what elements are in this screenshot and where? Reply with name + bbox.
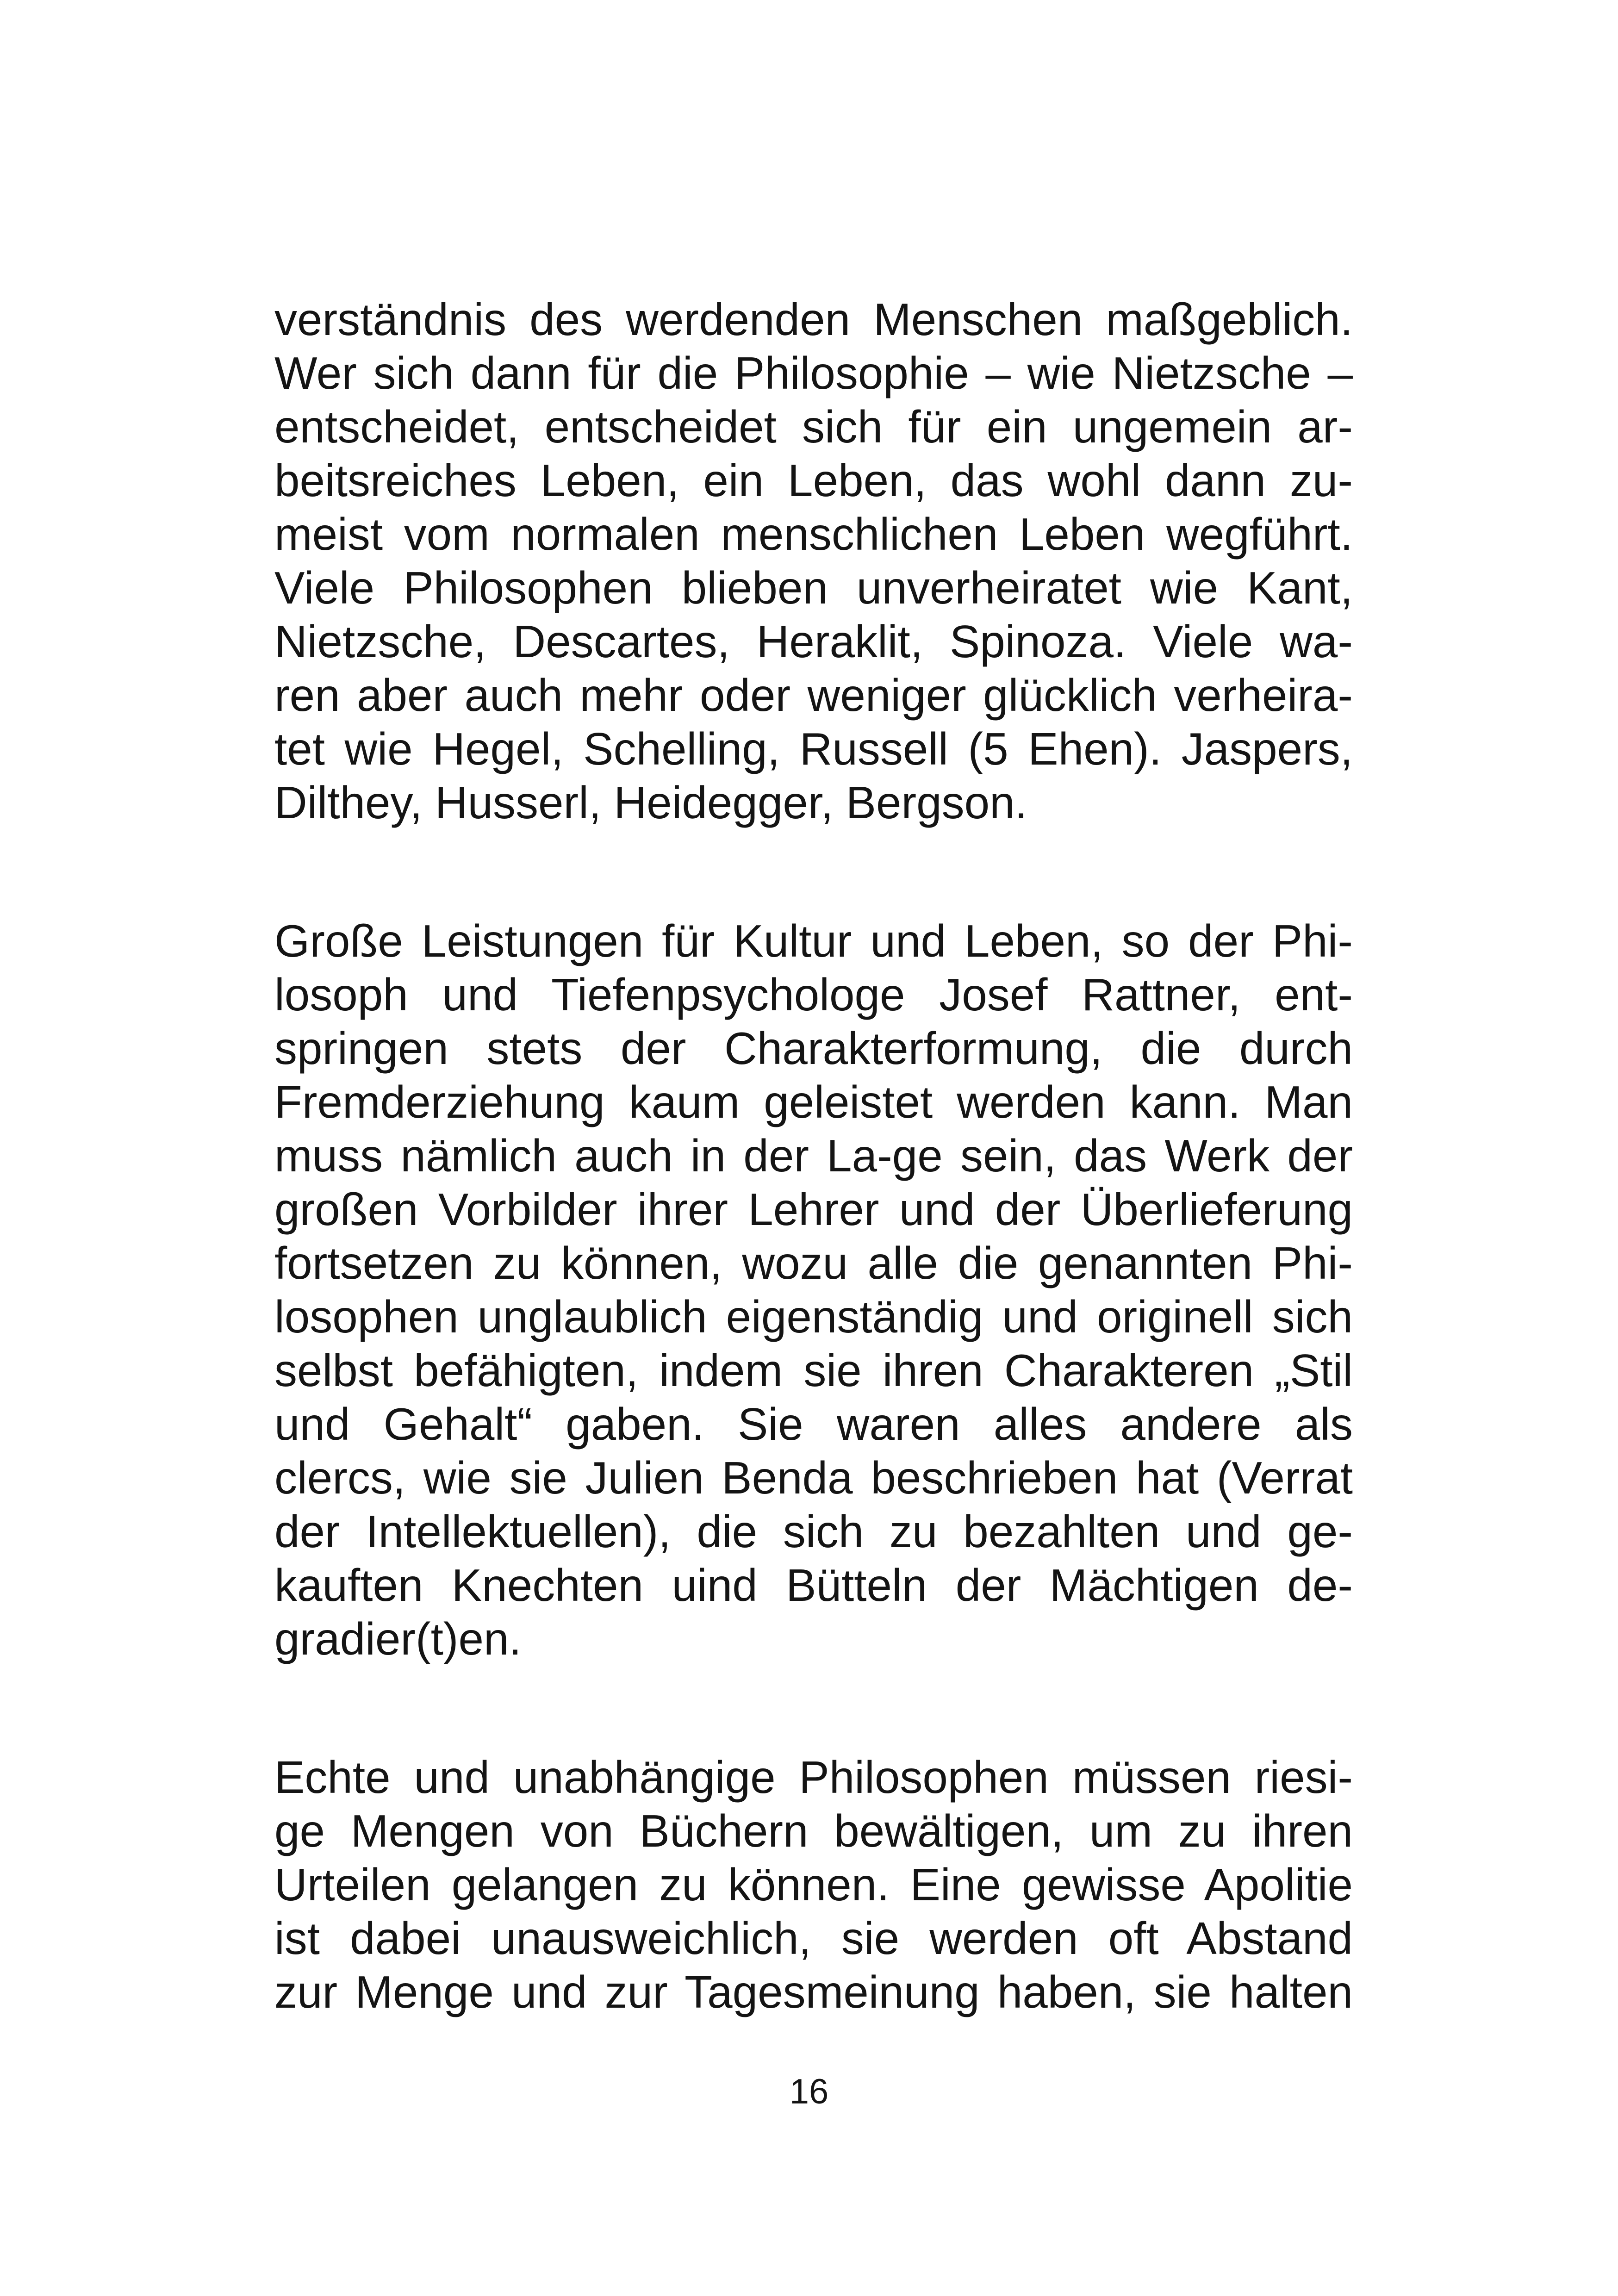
text-line: beitsreiches Leben, ein Leben, das wohl dann zu- [274,455,1353,506]
text-line: ist dabei unausweichlich, sie werden oft Abstand [274,1913,1353,1964]
text-line: Nietzsche, Descartes, Heraklit, Spinoza. Viele wa- [274,616,1353,667]
text-line: verständnis des werdenden Menschen maßgeblich. [274,294,1353,345]
text-line: tet wie Hegel, Schelling, Russell (5 Ehen). Jaspers, [274,723,1353,774]
text-line: ge Mengen von Büchern bewältigen, um zu ihren [274,1805,1353,1856]
paragraph-3 [274,1750,1353,2019]
text-line: fortsetzen zu können, wozu alle die genannten Phi- [274,1238,1353,1288]
text-line: gradier(t)en. [274,1613,522,1664]
text-line: springen stets der Charakterformung, die durch [274,1023,1353,1074]
text-line: Urteilen gelangen zu können. Eine gewisse Apolitie [274,1859,1353,1910]
text-line: Dilthey, Husserl, Heidegger, Bergson. [274,777,1027,828]
text-line: Viele Philosophen blieben unverheiratet wie Kant, [274,562,1353,613]
text-line: meist vom normalen menschlichen Leben wegführt. [274,509,1353,560]
text-line: muss nämlich auch in der La-ge sein, das Werk der [274,1130,1353,1181]
paragraph-1 [274,292,1353,829]
paragraph-2 [274,914,1353,1666]
text-line: clercs, wie sie Julien Benda beschrieben hat (Verrat [274,1452,1353,1503]
text-line: Große Leistungen für Kultur und Leben, so der Phi- [274,915,1353,966]
text-line: selbst befähigten, indem sie ihren Charakteren „Stil [274,1345,1353,1396]
text-line: Fremderziehung kaum geleistet werden kann. Man [274,1076,1353,1127]
text-line: zur Menge und zur Tagesmeinung haben, sie halten [274,1966,1353,2017]
text-line: der Intellektuellen), die sich zu bezahlten und ge- [274,1506,1353,1557]
text-line: kauften Knechten uind Bütteln der Mächtigen de- [274,1560,1353,1611]
text-line: ren aber auch mehr oder weniger glücklich verheira- [274,670,1353,721]
text-line: großen Vorbilder ihrer Lehrer und der Überlieferung [274,1184,1353,1235]
text-line: entscheidet, entscheidet sich für ein ungemein ar- [274,401,1353,452]
text-line: losoph und Tiefenpsychologe Josef Rattner, ent- [274,969,1353,1020]
text-line: losophen unglaublich eigenständig und originell sich [274,1291,1353,1342]
text-line: Wer sich dann für die Philosophie – wie Nietzsche – [274,348,1353,398]
text-line: Echte und unabhängige Philosophen müssen riesi- [274,1752,1353,1803]
text-line: und Gehalt“ gaben. Sie waren alles andere als [274,1399,1353,1450]
page-number: 16 [789,2072,829,2111]
